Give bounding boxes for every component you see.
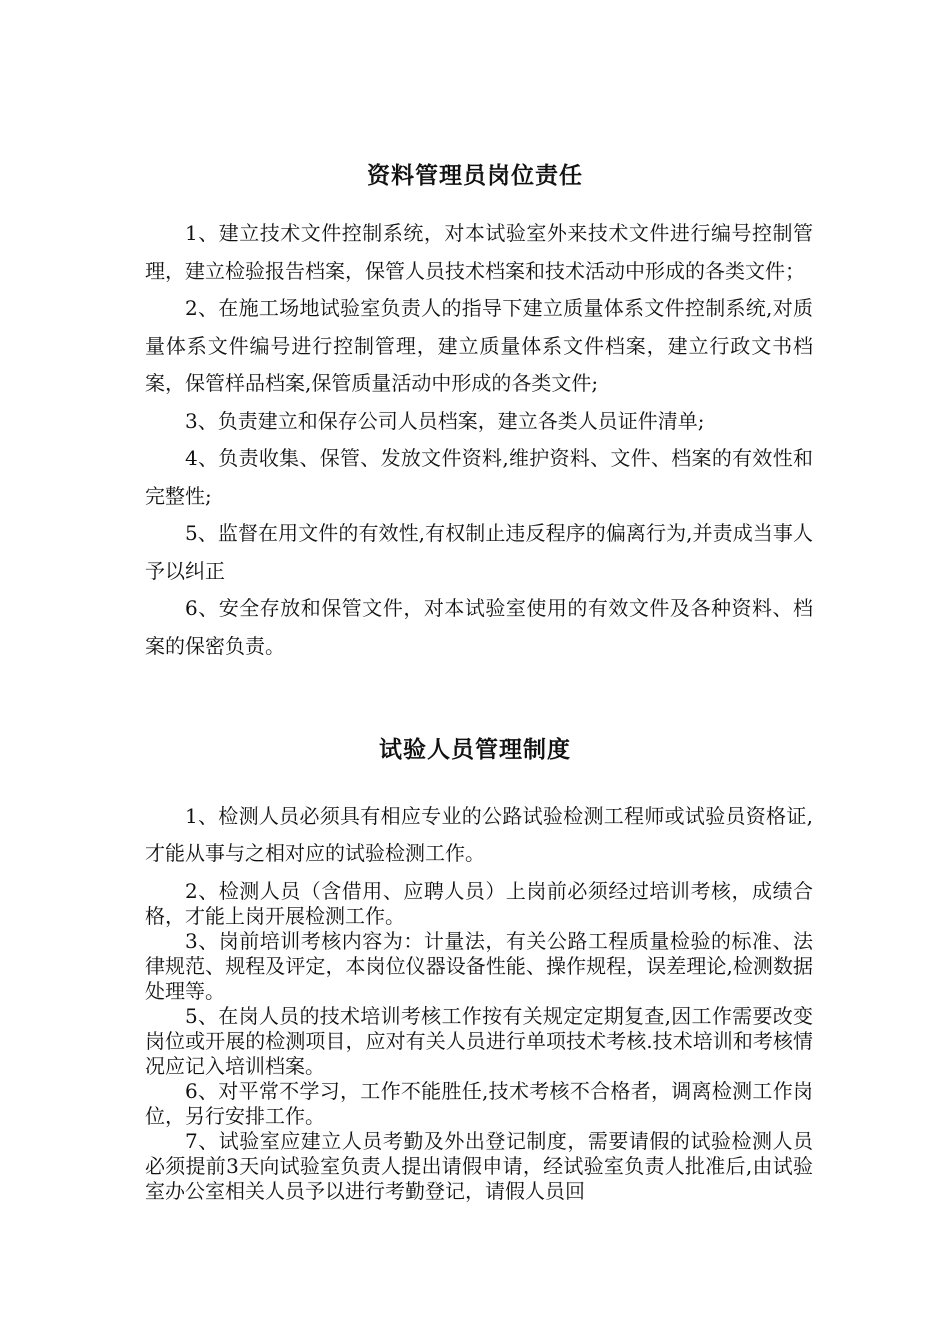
section-staff-rules-intro: [145, 798, 813, 872]
duty-item-1: 1、建立技术文件控制系统，对本试验室外来技术文件进行编号控制管理，建立检验报告档案，保管人员技术档案和技术活动中形成的各类文件；: [145, 221, 813, 283]
rule-item-1: 1、检测人员必须具有相应专业的公路试验检测工程师或试验员资格证,才能从事与之相对应的试验检测工作。: [145, 804, 813, 865]
duty-item-3: 3、负责建立和保存公司人员档案，建立各类人员证件清单;: [185, 408, 705, 433]
rule-item-6: 6、对平常不学习，工作不能胜任,技术考核不合格者，调离检测工作岗位，另行安排工作。: [145, 1079, 813, 1128]
section-data-manager-duties: [145, 215, 813, 665]
rule-item-3: 3、岗前培训考核内容为：计量法，有关公路工程质量检验的标准、法律规范、规程及评定，本岗位仪器设备性能、操作规程，误差理论,检测数据处理等。: [145, 929, 813, 1003]
rule-item-5: 5、在岗人员的技术培训考核工作按有关规定定期复查,因工作需要改变岗位或开展的检测项目，应对有关人员进行单项技术考核.技术培训和考核情况应记入培训档案。: [145, 1004, 813, 1078]
section-staff-rules: [145, 879, 813, 1204]
duty-item-4: 4、负责收集、保管、发放文件资料,维护资料、文件、档案的有效性和完整性;: [145, 446, 813, 508]
duty-item-6: 6、安全存放和保管文件，对本试验室使用的有效文件及各种资料、档案的保密负责。: [145, 596, 813, 658]
duty-item-5: 5、监督在用文件的有效性,有权制止违反程序的偏离行为,并责成当事人予以纠正: [145, 521, 813, 583]
rule-item-7: 7、试验室应建立人员考勤及外出登记制度，需要请假的试验检测人员必须提前3天向试验室负责人提出请假申请，经试验室负责人批准后,由试验室办公室相关人员予以进行考勤登记，请假人员回: [145, 1129, 813, 1203]
title-staff-management-rules: 试验人员管理制度: [379, 737, 571, 763]
title-data-manager-duties: 资料管理员岗位责任: [367, 163, 583, 189]
duty-item-2: 2、在施工场地试验室负责人的指导下建立质量体系文件控制系统,对质量体系文件编号进行控制管理，建立质量体系文件档案，建立行政文书档案，保管样品档案,保管质量活动中形成的各类文件;: [145, 296, 813, 395]
rule-item-2: 2、检测人员（含借用、应聘人员）上岗前必须经过培训考核，成绩合格，才能上岗开展检测工作。: [145, 879, 813, 928]
